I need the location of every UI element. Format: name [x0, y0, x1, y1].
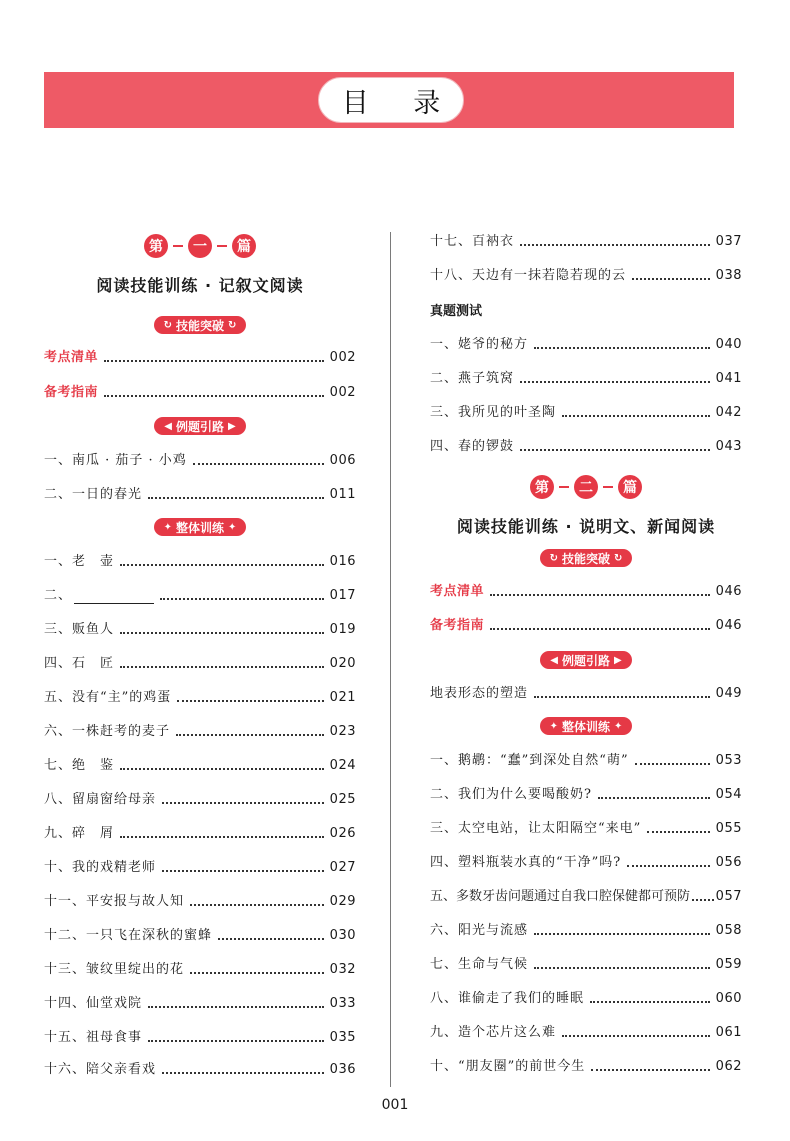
- swirl-icon: ↻: [549, 552, 558, 564]
- swirl-icon: ↻: [228, 319, 237, 331]
- toc-entry[interactable]: 一、老 壶 016: [44, 554, 356, 569]
- blank-title-line: [74, 591, 154, 604]
- arrow-right-icon: ▶: [228, 420, 236, 432]
- part-one-title: 阅读技能训练 · 记叙文阅读: [96, 276, 304, 295]
- tag-skill-breakthrough: ↻ 技能突破 ↻: [430, 548, 742, 568]
- toc-entry[interactable]: 十五、祖母食事 035: [44, 1030, 356, 1045]
- part-char: 篇: [232, 234, 256, 258]
- toc-entry[interactable]: 一、鹅鹕：“蠢”到深处自然“萌” 053: [430, 753, 742, 768]
- toc-entry[interactable]: 十、“朋友圈”的前世今生 062: [430, 1059, 742, 1074]
- toc-entry[interactable]: 五、没有“主”的鸡蛋 021: [44, 690, 356, 705]
- toc-entry[interactable]: 十六、陪父亲看戏 036: [44, 1062, 356, 1077]
- tag-overall-training: ✦ 整体训练 ✦: [44, 517, 356, 537]
- toc-entry[interactable]: 二、 017: [44, 588, 356, 603]
- toc-entry[interactable]: 十七、百衲衣 037: [430, 234, 742, 249]
- toc-entry[interactable]: 一、南瓜 · 茄子 · 小鸡 006: [44, 453, 356, 468]
- toc-entry[interactable]: 七、绝 鉴 024: [44, 758, 356, 773]
- toc-entry[interactable]: 二、我们为什么要喝酸奶? 054: [430, 787, 742, 802]
- toc-entry[interactable]: 二、一日的春光 011: [44, 487, 356, 502]
- toc-entry[interactable]: 三、太空电站，让太阳隔空“来电” 055: [430, 821, 742, 836]
- toc-entry[interactable]: 八、谁偷走了我们的睡眠 060: [430, 991, 742, 1006]
- toc-entry[interactable]: 地表形态的塑造 049: [430, 686, 742, 701]
- toc-entry[interactable]: 四、石 匠 020: [44, 656, 356, 671]
- part-char: 篇: [618, 475, 642, 499]
- page-number: 001: [381, 1097, 409, 1113]
- tag-example-guide: ◀ 例题引路 ▶: [430, 650, 742, 670]
- part-char: 二: [574, 475, 598, 499]
- toc-entry[interactable]: 九、造个芯片这么难 061: [430, 1025, 742, 1040]
- toc-entry[interactable]: 六、阳光与流感 058: [430, 923, 742, 938]
- column-divider: [390, 232, 391, 1087]
- toc-entry[interactable]: 四、春的锣鼓 043: [430, 439, 742, 454]
- swirl-icon: ↻: [614, 552, 623, 564]
- toc-entry[interactable]: 二、燕子筑窝 041: [430, 371, 742, 386]
- toc-entry[interactable]: 十二、一只飞在深秋的蜜蜂 030: [44, 928, 356, 943]
- tag-overall-training: ✦ 整体训练 ✦: [430, 716, 742, 736]
- toc-entry[interactable]: 一、姥爷的秘方 040: [430, 337, 742, 352]
- toc-entry[interactable]: 三、贩鱼人 019: [44, 622, 356, 637]
- toc-entry[interactable]: 七、生命与气候 059: [430, 957, 742, 972]
- swirl-icon: ↻: [163, 319, 172, 331]
- part-one-badge: [44, 233, 356, 259]
- part-two-title: 阅读技能训练 · 说明文、新闻阅读: [456, 517, 716, 536]
- sparkle-icon: ✦: [228, 521, 237, 533]
- toc-entry[interactable]: 备考指南 002: [44, 385, 356, 400]
- toc-entry[interactable]: 四、塑料瓶装水真的“干净”吗? 056: [430, 855, 742, 870]
- toc-entry[interactable]: 十三、皱纹里绽出的花 032: [44, 962, 356, 977]
- toc-entry[interactable]: 五、多数牙齿问题通过自我口腔保健都可预防 057: [430, 889, 742, 904]
- arrow-left-icon: ◀: [550, 654, 558, 666]
- part-two-badge: [430, 474, 742, 500]
- arrow-left-icon: ◀: [164, 420, 172, 432]
- tag-skill-breakthrough: ↻ 技能突破 ↻: [44, 315, 356, 335]
- toc-entry[interactable]: 十一、平安报与故人知 029: [44, 894, 356, 909]
- sparkle-icon: ✦: [163, 521, 172, 533]
- sparkle-icon: ✦: [549, 720, 558, 732]
- arrow-right-icon: ▶: [614, 654, 622, 666]
- toc-entry[interactable]: 三、我所见的叶圣陶 042: [430, 405, 742, 420]
- toc-entry[interactable]: 六、一株赶考的麦子 023: [44, 724, 356, 739]
- part-char: 第: [144, 234, 168, 258]
- toc-entry[interactable]: 考点清单 002: [44, 350, 356, 365]
- toc-entry[interactable]: 备考指南 046: [430, 618, 742, 633]
- toc-entry[interactable]: 八、留扇窗给母亲 025: [44, 792, 356, 807]
- exam-heading: 真题测试: [430, 304, 483, 319]
- tag-example-guide: ◀ 例题引路 ▶: [44, 416, 356, 436]
- toc-entry[interactable]: 考点清单 046: [430, 584, 742, 599]
- toc-entry[interactable]: 十四、仙堂戏院 033: [44, 996, 356, 1011]
- toc-entry[interactable]: 十、我的戏精老师 027: [44, 860, 356, 875]
- toc-entry[interactable]: 九、碎 屑 026: [44, 826, 356, 841]
- toc-entry[interactable]: 十八、天边有一抹若隐若现的云 038: [430, 268, 742, 283]
- part-char: 第: [530, 475, 554, 499]
- sparkle-icon: ✦: [614, 720, 623, 732]
- part-char: 一: [188, 234, 212, 258]
- page-title: 目 录: [318, 77, 464, 123]
